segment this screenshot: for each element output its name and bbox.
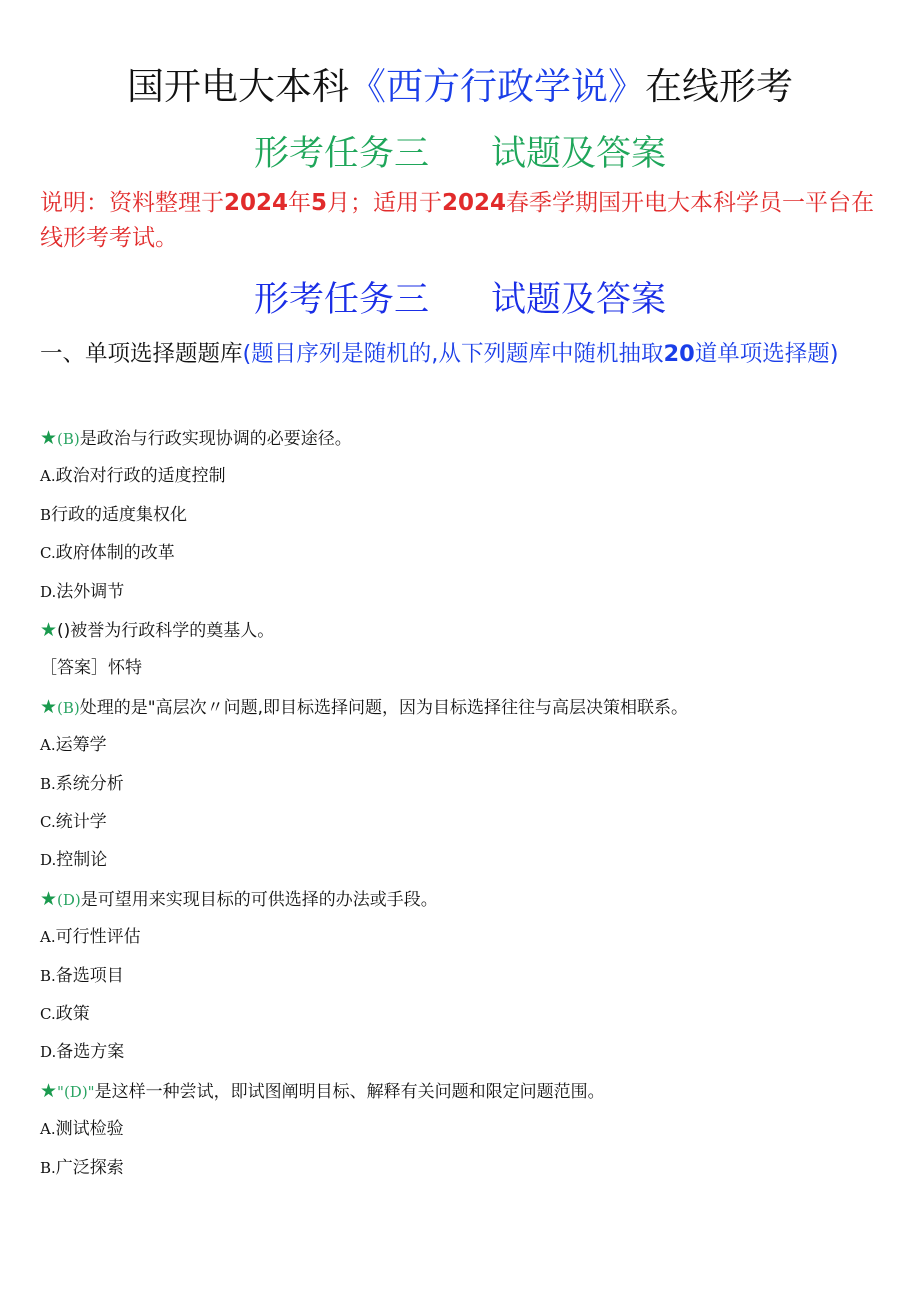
line-text: ［答案］怀特 <box>40 658 142 679</box>
line-text: 政府体制的改革 <box>55 543 175 564</box>
option-line <box>40 1041 124 1063</box>
option-letter: D. <box>40 1043 57 1062</box>
option-line <box>40 1157 124 1179</box>
option-line <box>40 504 187 526</box>
note-paragraph: 说明：资料整理于2024年5月；适用于2024春季学期国开电大本科学员一平台在线形考考试。 <box>40 190 875 251</box>
option-letter: A. <box>40 467 56 486</box>
option-line <box>40 734 107 756</box>
option-line <box>40 657 142 679</box>
option-letter: B <box>40 505 52 524</box>
question-line <box>40 696 688 719</box>
option-letter: D. <box>40 582 57 601</box>
line-text: 政治对行政的适度控制 <box>55 466 226 487</box>
option-line <box>40 1118 124 1140</box>
answer-key: (D) <box>57 890 81 909</box>
line-text: 处理的是"高层次〃问题,即目标选择问题，因为目标选择往往与高层决策相联系。 <box>79 697 689 718</box>
star-icon: ★ <box>40 619 58 641</box>
option-line <box>40 811 107 833</box>
option-letter: B. <box>40 966 56 985</box>
section-heading: 一、单项选择题题库(题目序列是随机的,从下列题库中随机抽取20道单项选择题) <box>40 341 839 367</box>
line-text: 行政的适度集权化 <box>51 504 188 525</box>
line-text: 可行性评估 <box>55 927 141 948</box>
option-letter: C. <box>40 813 56 831</box>
question-line <box>40 1080 605 1103</box>
subtitle-green <box>0 132 920 176</box>
option-letter: B. <box>40 774 56 793</box>
title-suffix: 在线形考 <box>645 65 793 108</box>
line-text: 备选方案 <box>56 1042 125 1063</box>
star-icon: ★ <box>40 695 58 718</box>
title-course-name: 《西方行政学说》 <box>349 65 645 108</box>
line-text: 法外调节 <box>56 581 125 602</box>
line-text: 是政治与行政实现协调的必要途径。 <box>79 429 352 449</box>
option-letter: A. <box>40 1120 56 1139</box>
line-text: 统计学 <box>55 812 107 832</box>
option-line <box>40 1003 90 1025</box>
option-line <box>40 926 141 948</box>
option-letter: A. <box>40 736 56 755</box>
subtitle-task: 形考任务三 <box>253 134 429 174</box>
option-line <box>40 965 124 987</box>
line-text: 运筹学 <box>55 735 107 756</box>
line-text: ()被誉为行政科学的奠基人。 <box>57 621 275 641</box>
star-icon: ★ <box>40 887 58 910</box>
option-letter: B. <box>40 1158 56 1177</box>
line-text: 测试检验 <box>55 1119 124 1140</box>
option-line <box>40 581 124 603</box>
answer-key: (B) <box>57 430 80 448</box>
line-text: 是可望用来实现目标的可供选择的办法或手段。 <box>80 889 438 910</box>
title-prefix: 国开电大本科 <box>127 65 349 108</box>
question-line <box>40 427 352 450</box>
subtitle-blue <box>0 278 920 322</box>
line-text: 是这样一种尝试，即试图阐明目标、解释有关问题和限定问题范围。 <box>94 1081 605 1102</box>
document-title <box>0 62 920 112</box>
question-line <box>40 619 274 642</box>
subtitle-answers: 试题及答案 <box>491 134 667 174</box>
option-letter: D. <box>40 851 57 870</box>
option-line <box>40 542 175 564</box>
option-line <box>40 773 124 795</box>
option-line <box>40 849 107 871</box>
option-line <box>40 465 226 487</box>
line-text: 备选项目 <box>55 965 124 986</box>
line-text: 控制论 <box>56 850 108 871</box>
option-letter: C. <box>40 1005 56 1023</box>
option-letter: C. <box>40 544 56 563</box>
option-letter: A. <box>40 928 56 947</box>
answer-key: (B) <box>57 698 80 717</box>
subtitle-answers-2: 试题及答案 <box>491 280 667 320</box>
star-icon: ★ <box>40 1079 58 1102</box>
subtitle-task-2: 形考任务三 <box>253 280 429 320</box>
star-icon: ★ <box>40 427 58 449</box>
line-text: 系统分析 <box>55 773 124 794</box>
question-line <box>40 888 438 911</box>
line-text: 广泛探索 <box>55 1157 124 1178</box>
answer-key: "(D)" <box>57 1082 95 1101</box>
line-text: 政策 <box>55 1004 90 1024</box>
